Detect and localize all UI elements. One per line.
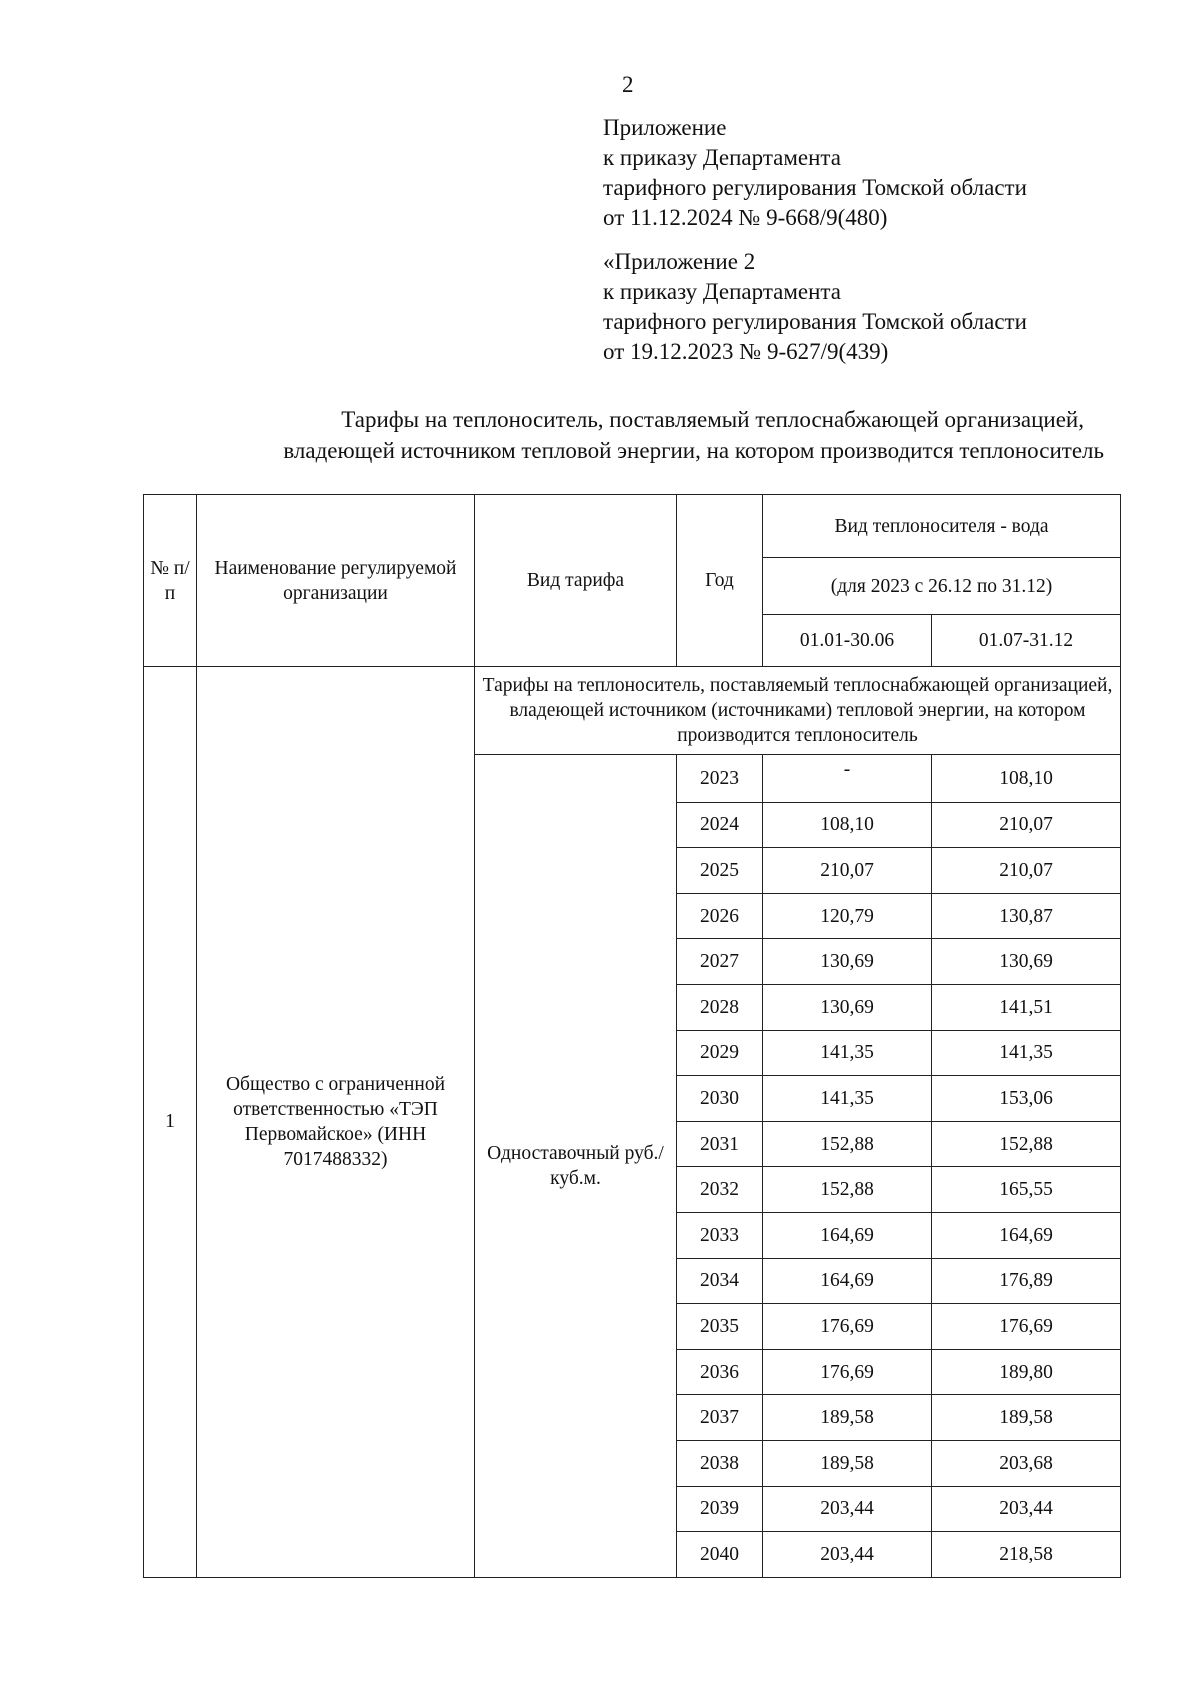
year-cell: 2029 bbox=[677, 1030, 763, 1076]
year-cell: 2040 bbox=[677, 1532, 763, 1578]
tariff-period-1-cell: 176,69 bbox=[763, 1304, 932, 1350]
header-period-1: 01.01-30.06 bbox=[763, 615, 932, 667]
year-cell: 2034 bbox=[677, 1258, 763, 1304]
header-number: № п/п bbox=[144, 495, 197, 667]
year-cell: 2023 bbox=[677, 755, 763, 803]
tariff-period-1-cell: 141,35 bbox=[763, 1076, 932, 1122]
organization-name: Общество с ограниченной ответственностью «ТЭП Первомайское» (ИНН 7017488332) bbox=[197, 667, 475, 1578]
tariff-period-2-cell: 218,58 bbox=[932, 1532, 1121, 1578]
year-cell: 2028 bbox=[677, 984, 763, 1030]
year-cell: 2026 bbox=[677, 893, 763, 939]
tariff-period-1-cell: 176,69 bbox=[763, 1349, 932, 1395]
tariff-period-2-cell: 165,55 bbox=[932, 1167, 1121, 1213]
tariff-period-2-cell: 203,44 bbox=[932, 1486, 1121, 1532]
appendix-line: тарифного регулирования Томской области bbox=[603, 309, 1027, 334]
header-carrier-note: (для 2023 с 26.12 по 31.12) bbox=[763, 558, 1121, 615]
year-cell: 2030 bbox=[677, 1076, 763, 1122]
tariff-period-2-cell: 141,51 bbox=[932, 984, 1121, 1030]
tariff-period-2-cell: 203,68 bbox=[932, 1440, 1121, 1486]
tariff-period-1-cell: 164,69 bbox=[763, 1258, 932, 1304]
tariff-period-1-cell: 189,58 bbox=[763, 1440, 932, 1486]
tariff-period-2-cell: 141,35 bbox=[932, 1030, 1121, 1076]
tariff-period-1-cell: 164,69 bbox=[763, 1212, 932, 1258]
tariff-period-2-cell: 130,69 bbox=[932, 939, 1121, 985]
appendix-line: тарифного регулирования Томской области bbox=[603, 175, 1027, 200]
header-period-2: 01.07-31.12 bbox=[932, 615, 1121, 667]
header-year: Год bbox=[677, 495, 763, 667]
tariff-table bbox=[143, 494, 1121, 1578]
year-cell: 2036 bbox=[677, 1349, 763, 1395]
header-carrier: Вид теплоносителя - вода bbox=[763, 495, 1121, 558]
year-cell: 2027 bbox=[677, 939, 763, 985]
tariff-period-1-cell: 152,88 bbox=[763, 1167, 932, 1213]
tariff-period-1-cell: 120,79 bbox=[763, 893, 932, 939]
tariff-period-1-cell: 203,44 bbox=[763, 1486, 932, 1532]
previous-appendix-header bbox=[603, 247, 1027, 367]
tariff-period-2-cell: 153,06 bbox=[932, 1076, 1121, 1122]
tariff-period-1-cell: 152,88 bbox=[763, 1121, 932, 1167]
document-title bbox=[130, 404, 1120, 466]
tariff-period-2-cell: 130,87 bbox=[932, 893, 1121, 939]
tariff-period-1-cell: 130,69 bbox=[763, 984, 932, 1030]
tariff-period-1-cell: - bbox=[763, 755, 932, 803]
title-line: Тарифы на теплоноситель, поставляемый теплоснабжающей организацией, bbox=[341, 407, 1084, 432]
tariff-period-2-cell: 210,07 bbox=[932, 802, 1121, 848]
tariff-period-1-cell: 189,58 bbox=[763, 1395, 932, 1441]
appendix-line: Приложение bbox=[603, 115, 727, 140]
appendix-line: «Приложение 2 bbox=[603, 249, 756, 274]
tariff-period-2-cell: 210,07 bbox=[932, 848, 1121, 894]
year-cell: 2031 bbox=[677, 1121, 763, 1167]
tariff-period-1-cell: 108,10 bbox=[763, 802, 932, 848]
appendix-line: к приказу Департамента bbox=[603, 145, 841, 170]
tariff-period-2-cell: 164,69 bbox=[932, 1212, 1121, 1258]
row-number: 1 bbox=[144, 667, 197, 1578]
appendix-line: от 11.12.2024 № 9-668/9(480) bbox=[603, 205, 888, 230]
tariff-period-2-cell: 189,80 bbox=[932, 1349, 1121, 1395]
appendix-header bbox=[603, 113, 1027, 233]
header-organization: Наименование регулируемой организации bbox=[197, 495, 475, 667]
appendix-line: от 19.12.2023 № 9-627/9(439) bbox=[603, 339, 889, 364]
tariff-period-2-cell: 108,10 bbox=[932, 755, 1121, 803]
title-line: владеющей источником тепловой энергии, на котором производится теплоноситель bbox=[283, 438, 1104, 463]
tariff-period-2-cell: 176,69 bbox=[932, 1304, 1121, 1350]
year-cell: 2035 bbox=[677, 1304, 763, 1350]
page-number: 2 bbox=[622, 72, 634, 97]
tariff-period-1-cell: 210,07 bbox=[763, 848, 932, 894]
header-tariff-type: Вид тарифа bbox=[475, 495, 677, 667]
tariff-type: Одноставочный руб./куб.м. bbox=[475, 755, 677, 1578]
year-cell: 2025 bbox=[677, 848, 763, 894]
year-cell: 2037 bbox=[677, 1395, 763, 1441]
tariff-period-2-cell: 152,88 bbox=[932, 1121, 1121, 1167]
tariff-period-1-cell: 203,44 bbox=[763, 1532, 932, 1578]
tariff-period-2-cell: 176,89 bbox=[932, 1258, 1121, 1304]
tariff-period-2-cell: 189,58 bbox=[932, 1395, 1121, 1441]
section-title: Тарифы на теплоноситель, поставляемый теплоснабжающей организацией, владеющей источником (источниками) тепловой энергии, на котором производится теплоноситель bbox=[475, 667, 1121, 755]
year-cell: 2038 bbox=[677, 1440, 763, 1486]
year-cell: 2024 bbox=[677, 802, 763, 848]
tariff-period-1-cell: 141,35 bbox=[763, 1030, 932, 1076]
year-cell: 2033 bbox=[677, 1212, 763, 1258]
year-cell: 2032 bbox=[677, 1167, 763, 1213]
appendix-line: к приказу Департамента bbox=[603, 279, 841, 304]
year-cell: 2039 bbox=[677, 1486, 763, 1532]
tariff-period-1-cell: 130,69 bbox=[763, 939, 932, 985]
